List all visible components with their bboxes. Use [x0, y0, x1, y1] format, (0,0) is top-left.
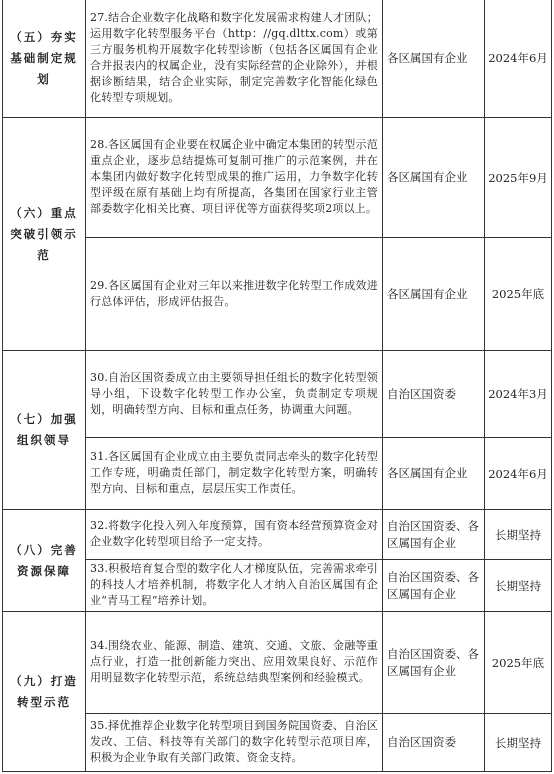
- responsible-unit-cell: 自治区国资委: [383, 351, 485, 438]
- category-cell: （七）加强组织领导: [3, 351, 86, 510]
- table-row: [3, 714, 552, 772]
- deadline-cell: 2024年6月: [485, 438, 552, 510]
- task-content-cell: 28.各区属国有企业要在权属企业中确定本集团的转型示范重点企业，逐步总结提炼可复制可推广的示范案例，并在本集团内做好数字化转型成果的推广运用，力争数字化转型评级在原有基础上均有所提高，各集团在国家行业主管部委数字化相关比赛、项目评优等方面获得奖项2项以上。: [86, 118, 383, 238]
- task-content-cell: 33.积极培育复合型的数字化人才梯度队伍，完善需求牵引的科技人才培养机制，将数字化人才纳入自治区属国有企业“青马工程”培养计划。: [86, 560, 383, 612]
- responsible-unit-cell: 自治区国资委、各区属国有企业: [383, 510, 485, 560]
- table-row: [3, 612, 552, 714]
- responsible-unit-cell: 自治区国资委、各区属国有企业: [383, 560, 485, 612]
- responsible-unit-cell: 各区属国有企业: [383, 0, 485, 118]
- table-row: [3, 351, 552, 438]
- task-content-cell: 34.围绕农业、能源、制造、建筑、交通、文旅、金融等重点行业，打造一批创新能力突出、应用效果良好、示范作用明显数字化转型示范，系统总结典型案例和经验模式。: [86, 612, 383, 714]
- deadline-cell: 2024年3月: [485, 351, 552, 438]
- deadline-cell: 长期坚持: [485, 714, 552, 772]
- table-row: [3, 118, 552, 238]
- task-content-cell: 35.择优推荐企业数字化转型项目到国务院国资委、自治区发改、工信、科技等有关部门的数字化转型示范项目库，积极为企业争取有关部门政策、资金支持。: [86, 714, 383, 772]
- table-row: [3, 510, 552, 560]
- deadline-cell: 2025年9月: [485, 118, 552, 238]
- responsible-unit-cell: 各区属国有企业: [383, 238, 485, 351]
- responsible-unit-cell: 自治区国资委、各区属国有企业: [383, 612, 485, 714]
- responsible-unit-cell: 各区属国有企业: [383, 438, 485, 510]
- category-cell: （六）重点突破引领示范: [3, 118, 86, 351]
- deadline-cell: 长期坚持: [485, 510, 552, 560]
- task-content-cell: 29.各区属国有企业对三年以来推进数字化转型工作成效进行总体评估，形成评估报告。: [86, 238, 383, 351]
- responsible-unit-cell: 各区属国有企业: [383, 118, 485, 238]
- category-cell: （九）打造转型示范: [3, 612, 86, 772]
- table-row: [3, 0, 552, 118]
- table-row: [3, 238, 552, 351]
- task-content-cell: 32.将数字化投入列入年度预算，国有资本经营预算资金对企业数字化转型项目给予一定支持。: [86, 510, 383, 560]
- category-cell: （八）完善资源保障: [3, 510, 86, 612]
- task-content-cell: 30.自治区国资委成立由主要领导担任组长的数字化转型领导小组，下设数字化转型工作办公室，负责制定专项规划，明确转型方向、目标和重点任务，协调重大问题。: [86, 351, 383, 438]
- table-row: [3, 560, 552, 612]
- deadline-cell: 2025年底: [485, 612, 552, 714]
- task-content-cell: 27.结合企业数字化战略和数字化发展需求构建人才团队；运用数字化转型服务平台（http：//gq.dlttx.com）或第三方服务机构开展数字化转型诊断（包括各区属国有企业合并报表内的权属企业，没有实际经营的企业除外），并根据诊断结果，结合企业实际，制定完善数字化智能化绿色化转型专项规划。: [86, 0, 383, 118]
- deadline-cell: 长期坚持: [485, 560, 552, 612]
- category-cell: （五）夯实基础制定规划: [3, 0, 86, 118]
- responsible-unit-cell: 自治区国资委: [383, 714, 485, 772]
- table-row: [3, 438, 552, 510]
- task-content-cell: 31.各区属国有企业成立由主要负责同志牵头的数字化转型工作专班，明确责任部门，制定数字化转型方案，明确转型方向、目标和重点，层层压实工作责任。: [86, 438, 383, 510]
- deadline-cell: 2024年6月: [485, 0, 552, 118]
- task-table: [2, 0, 552, 772]
- deadline-cell: 2025年底: [485, 238, 552, 351]
